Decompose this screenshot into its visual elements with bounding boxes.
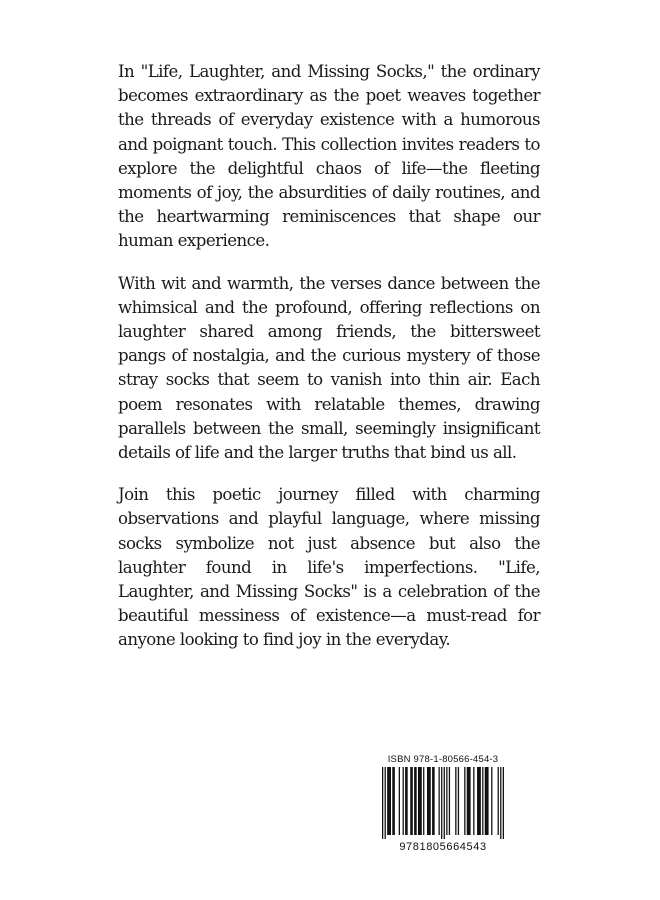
back-cover-blurb	[118, 60, 540, 671]
barcode-bar	[423, 767, 424, 835]
barcode-bar	[482, 767, 483, 835]
barcode-bar	[399, 767, 400, 835]
barcode-bar	[392, 767, 395, 835]
barcode-bar	[385, 767, 386, 839]
barcode-bar	[444, 767, 445, 839]
barcode-icon	[382, 767, 504, 839]
barcode-bar	[405, 767, 408, 835]
barcode-bar	[455, 767, 456, 835]
barcode-bar	[500, 767, 501, 839]
isbn-label: ISBN 978-1-80566-454-3	[387, 754, 499, 765]
barcode-bar	[441, 767, 442, 839]
barcode-bar	[427, 767, 431, 835]
barcode-bar	[449, 767, 450, 835]
barcode-bar	[464, 767, 465, 835]
blurb-paragraph: Join this poetic journey filled with charming observations and playful language, where missing socks symbolize not just absence but also the laughter found in life's imperfections. "Life, Laughter, and Missing Socks" is a celebration of the beautiful messiness of existence—a must-read for anyone looking to find joy in the everyday.	[118, 485, 540, 650]
barcode-bar	[446, 767, 447, 835]
barcode-bar	[473, 767, 474, 835]
barcode-bar	[503, 767, 504, 839]
blurb-paragraph: With wit and warmth, the verses dance between the whimsical and the profound, offering reflections on laughter shared among friends, the bittersweet pangs of nostalgia, and the curious mystery of those stray socks that seem to vanish into thin air. Each poem resonates with relatable themes, drawing parallels between the small, seemingly insignificant details of life and the larger truths that bind us all.	[118, 273, 540, 463]
barcode-bar	[491, 767, 492, 835]
barcode-bar	[414, 767, 417, 835]
isbn-barcode-block	[382, 754, 504, 853]
barcode-bar	[418, 767, 422, 835]
barcode-bar	[498, 767, 499, 835]
barcode-bar	[410, 767, 413, 835]
barcode-bar	[382, 767, 383, 839]
barcode-bar	[477, 767, 481, 835]
barcode-bar	[439, 767, 440, 835]
blurb-paragraph: In "Life, Laughter, and Missing Socks," the ordinary becomes extraordinary as the poet weaves together the threads of everyday existence with a humorous and poignant touch. This collection invites readers to explore the delightful chaos of life—the fleeting moments of joy, the absurdities of daily routines, and the heartwarming reminiscences that shape our human experience.	[118, 62, 540, 251]
barcode-digits: 9781805664543	[399, 841, 487, 853]
barcode-bar	[432, 767, 435, 835]
barcode-bar	[467, 767, 471, 835]
barcode-bar	[458, 767, 459, 835]
barcode-bar	[403, 767, 404, 835]
barcode-bar	[387, 767, 391, 835]
barcode-bar	[485, 767, 489, 835]
